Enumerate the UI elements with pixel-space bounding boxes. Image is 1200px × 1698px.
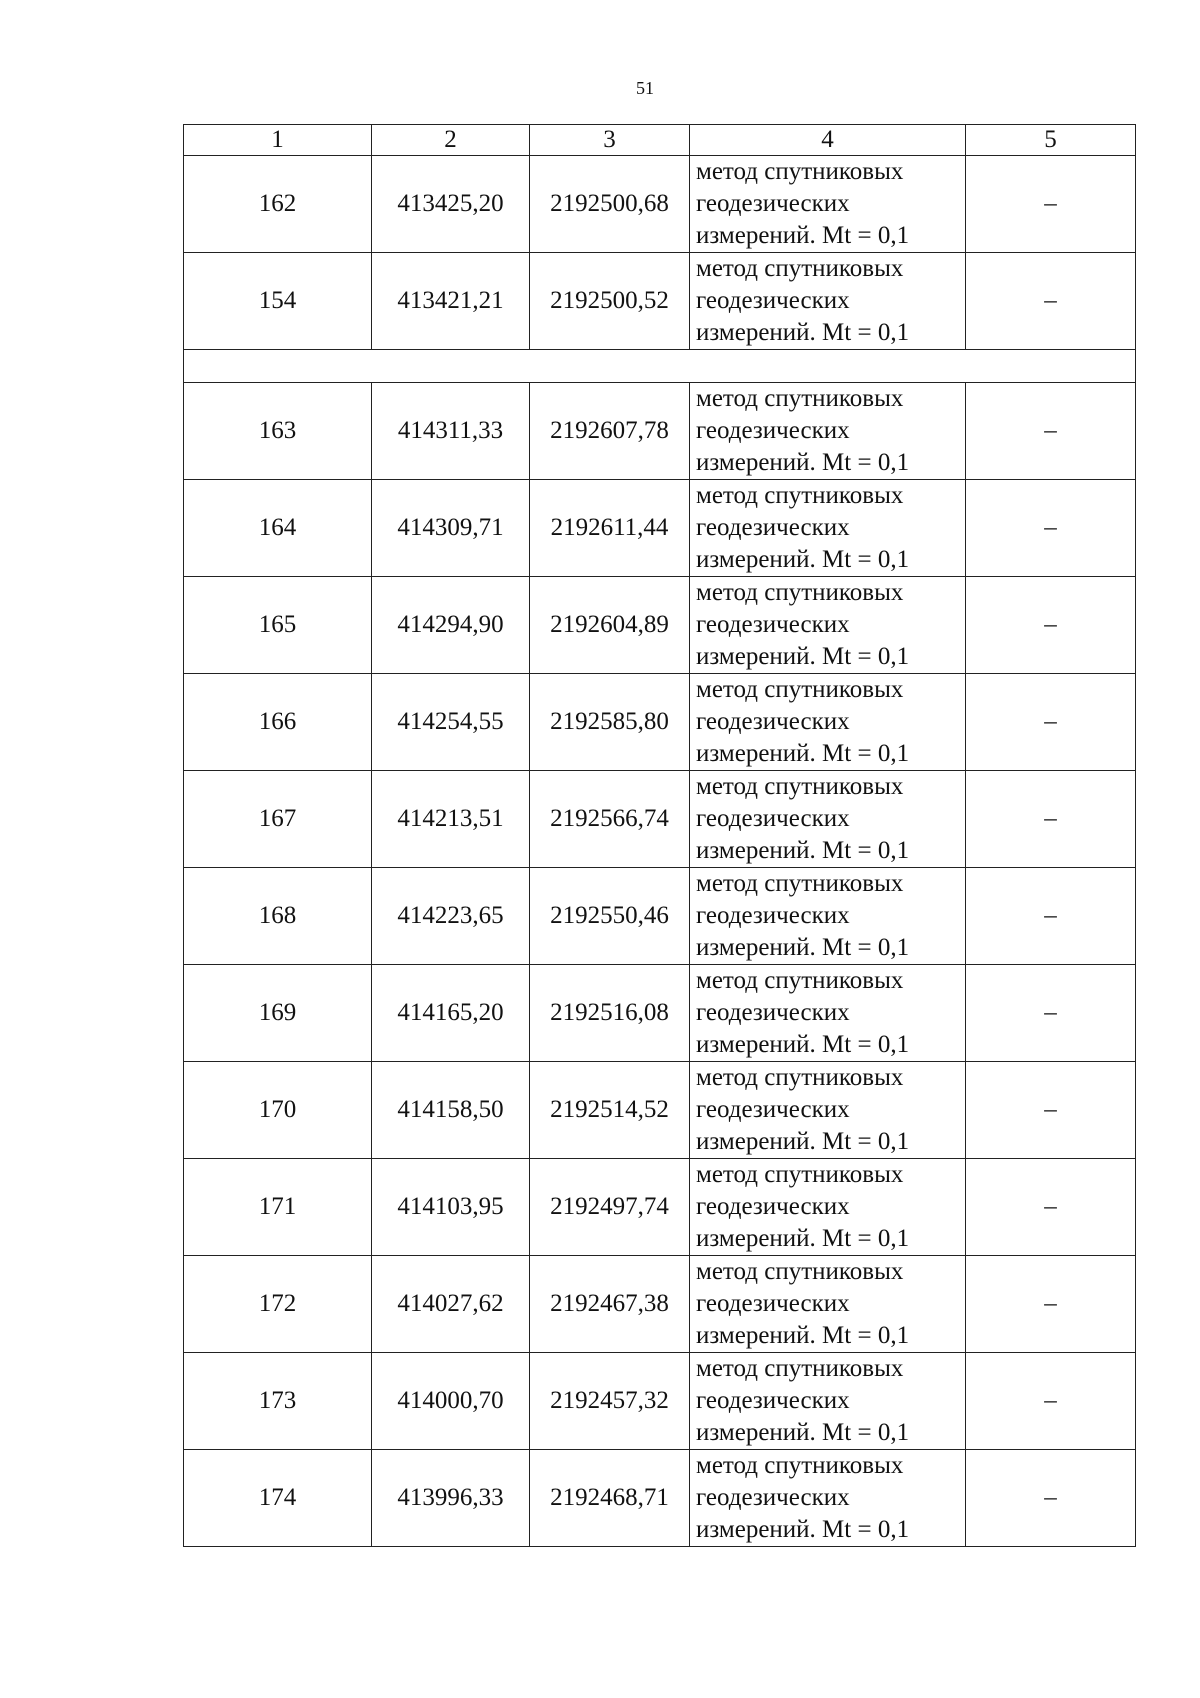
table-row <box>184 1256 1136 1353</box>
method-line: измерений. Mt = 0,1 <box>696 1322 910 1349</box>
x-coordinate-cell: 414000,70 <box>372 1353 530 1450</box>
accuracy-cell: – <box>966 1353 1136 1450</box>
table-row <box>184 771 1136 868</box>
y-coordinate-cell: 2192497,74 <box>530 1159 690 1256</box>
y-coordinate-cell: 2192468,71 <box>530 1450 690 1547</box>
x-coordinate-cell: 414158,50 <box>372 1062 530 1159</box>
accuracy-cell: – <box>966 674 1136 771</box>
method-line: геодезических <box>696 417 850 444</box>
y-coordinate-cell: 2192500,52 <box>530 253 690 350</box>
method-line: измерений. Mt = 0,1 <box>696 643 910 670</box>
point-number-cell: 173 <box>184 1353 372 1450</box>
y-coordinate-cell: 2192550,46 <box>530 868 690 965</box>
method-line: геодезических <box>696 1096 850 1123</box>
table-row <box>184 383 1136 480</box>
method-line: метод спутниковых <box>696 385 904 412</box>
method-line: геодезических <box>696 1193 850 1220</box>
header-cell-5: 5 <box>966 125 1136 156</box>
method-cell <box>690 1256 966 1353</box>
y-coordinate-cell: 2192566,74 <box>530 771 690 868</box>
table-separator-row <box>184 350 1136 383</box>
method-line: измерений. Mt = 0,1 <box>696 1128 910 1155</box>
point-number-cell: 168 <box>184 868 372 965</box>
method-line: метод спутниковых <box>696 1161 904 1188</box>
method-line: измерений. Mt = 0,1 <box>696 449 910 476</box>
method-line: геодезических <box>696 1484 850 1511</box>
method-line: метод спутниковых <box>696 676 904 703</box>
point-number-cell: 162 <box>184 156 372 253</box>
method-cell <box>690 156 966 253</box>
method-cell <box>690 1353 966 1450</box>
table-row <box>184 1062 1136 1159</box>
y-coordinate-cell: 2192514,52 <box>530 1062 690 1159</box>
method-line: метод спутниковых <box>696 1355 904 1382</box>
table-row <box>184 674 1136 771</box>
method-line: геодезических <box>696 1290 850 1317</box>
method-cell <box>690 1159 966 1256</box>
method-line: метод спутниковых <box>696 773 904 800</box>
accuracy-cell: – <box>966 965 1136 1062</box>
x-coordinate-cell: 414309,71 <box>372 480 530 577</box>
method-line: метод спутниковых <box>696 967 904 994</box>
y-coordinate-cell: 2192516,08 <box>530 965 690 1062</box>
table-row <box>184 253 1136 350</box>
method-cell <box>690 868 966 965</box>
y-coordinate-cell: 2192585,80 <box>530 674 690 771</box>
point-number-cell: 170 <box>184 1062 372 1159</box>
method-cell <box>690 480 966 577</box>
x-coordinate-cell: 414103,95 <box>372 1159 530 1256</box>
accuracy-cell: – <box>966 868 1136 965</box>
method-cell <box>690 965 966 1062</box>
y-coordinate-cell: 2192607,78 <box>530 383 690 480</box>
x-coordinate-cell: 414213,51 <box>372 771 530 868</box>
method-line: геодезических <box>696 287 850 314</box>
accuracy-cell: – <box>966 771 1136 868</box>
accuracy-cell: – <box>966 1159 1136 1256</box>
header-cell-2: 2 <box>372 125 530 156</box>
separator-cell <box>184 350 1136 383</box>
method-line: геодезических <box>696 514 850 541</box>
accuracy-cell: – <box>966 1450 1136 1547</box>
table-row <box>184 868 1136 965</box>
method-line: измерений. Mt = 0,1 <box>696 740 910 767</box>
point-number-cell: 172 <box>184 1256 372 1353</box>
method-cell <box>690 577 966 674</box>
method-line: метод спутниковых <box>696 255 904 282</box>
accuracy-cell: – <box>966 577 1136 674</box>
method-line: метод спутниковых <box>696 1452 904 1479</box>
method-cell <box>690 383 966 480</box>
point-number-cell: 154 <box>184 253 372 350</box>
method-line: метод спутниковых <box>696 579 904 606</box>
accuracy-cell: – <box>966 480 1136 577</box>
method-line: измерений. Mt = 0,1 <box>696 222 910 249</box>
x-coordinate-cell: 413421,21 <box>372 253 530 350</box>
header-cell-4: 4 <box>690 125 966 156</box>
method-line: метод спутниковых <box>696 482 904 509</box>
accuracy-cell: – <box>966 156 1136 253</box>
method-line: геодезических <box>696 611 850 638</box>
x-coordinate-cell: 414294,90 <box>372 577 530 674</box>
method-line: измерений. Mt = 0,1 <box>696 934 910 961</box>
point-number-cell: 171 <box>184 1159 372 1256</box>
method-line: геодезических <box>696 805 850 832</box>
point-number-cell: 165 <box>184 577 372 674</box>
method-line: метод спутниковых <box>696 1064 904 1091</box>
method-line: измерений. Mt = 0,1 <box>696 1031 910 1058</box>
method-cell <box>690 253 966 350</box>
accuracy-cell: – <box>966 1062 1136 1159</box>
x-coordinate-cell: 414223,65 <box>372 868 530 965</box>
x-coordinate-cell: 413996,33 <box>372 1450 530 1547</box>
method-line: измерений. Mt = 0,1 <box>696 1516 910 1543</box>
y-coordinate-cell: 2192611,44 <box>530 480 690 577</box>
table-row <box>184 965 1136 1062</box>
accuracy-cell: – <box>966 1256 1136 1353</box>
table-row <box>184 1159 1136 1256</box>
y-coordinate-cell: 2192457,32 <box>530 1353 690 1450</box>
method-line: метод спутниковых <box>696 870 904 897</box>
table-header-row <box>184 125 1136 156</box>
y-coordinate-cell: 2192467,38 <box>530 1256 690 1353</box>
y-coordinate-cell: 2192604,89 <box>530 577 690 674</box>
page-number: 51 <box>636 78 654 98</box>
method-line: геодезических <box>696 190 850 217</box>
accuracy-cell: – <box>966 383 1136 480</box>
method-line: метод спутниковых <box>696 158 904 185</box>
x-coordinate-cell: 414165,20 <box>372 965 530 1062</box>
point-number-cell: 174 <box>184 1450 372 1547</box>
table-row <box>184 480 1136 577</box>
x-coordinate-cell: 414027,62 <box>372 1256 530 1353</box>
method-cell <box>690 771 966 868</box>
point-number-cell: 164 <box>184 480 372 577</box>
x-coordinate-cell: 414254,55 <box>372 674 530 771</box>
point-number-cell: 163 <box>184 383 372 480</box>
table-row <box>184 577 1136 674</box>
method-line: измерений. Mt = 0,1 <box>696 1225 910 1252</box>
coordinates-table <box>183 124 1136 1547</box>
method-line: метод спутниковых <box>696 1258 904 1285</box>
y-coordinate-cell: 2192500,68 <box>530 156 690 253</box>
header-cell-1: 1 <box>184 125 372 156</box>
point-number-cell: 167 <box>184 771 372 868</box>
table-row <box>184 1450 1136 1547</box>
method-cell <box>690 1062 966 1159</box>
table-row <box>184 156 1136 253</box>
header-cell-3: 3 <box>530 125 690 156</box>
method-line: измерений. Mt = 0,1 <box>696 1419 910 1446</box>
method-line: измерений. Mt = 0,1 <box>696 546 910 573</box>
method-line: геодезических <box>696 708 850 735</box>
accuracy-cell: – <box>966 253 1136 350</box>
method-line: измерений. Mt = 0,1 <box>696 837 910 864</box>
point-number-cell: 169 <box>184 965 372 1062</box>
x-coordinate-cell: 414311,33 <box>372 383 530 480</box>
method-cell <box>690 1450 966 1547</box>
point-number-cell: 166 <box>184 674 372 771</box>
method-cell <box>690 674 966 771</box>
method-line: геодезических <box>696 1387 850 1414</box>
method-line: геодезических <box>696 999 850 1026</box>
table-row <box>184 1353 1136 1450</box>
method-line: измерений. Mt = 0,1 <box>696 319 910 346</box>
method-line: геодезических <box>696 902 850 929</box>
x-coordinate-cell: 413425,20 <box>372 156 530 253</box>
